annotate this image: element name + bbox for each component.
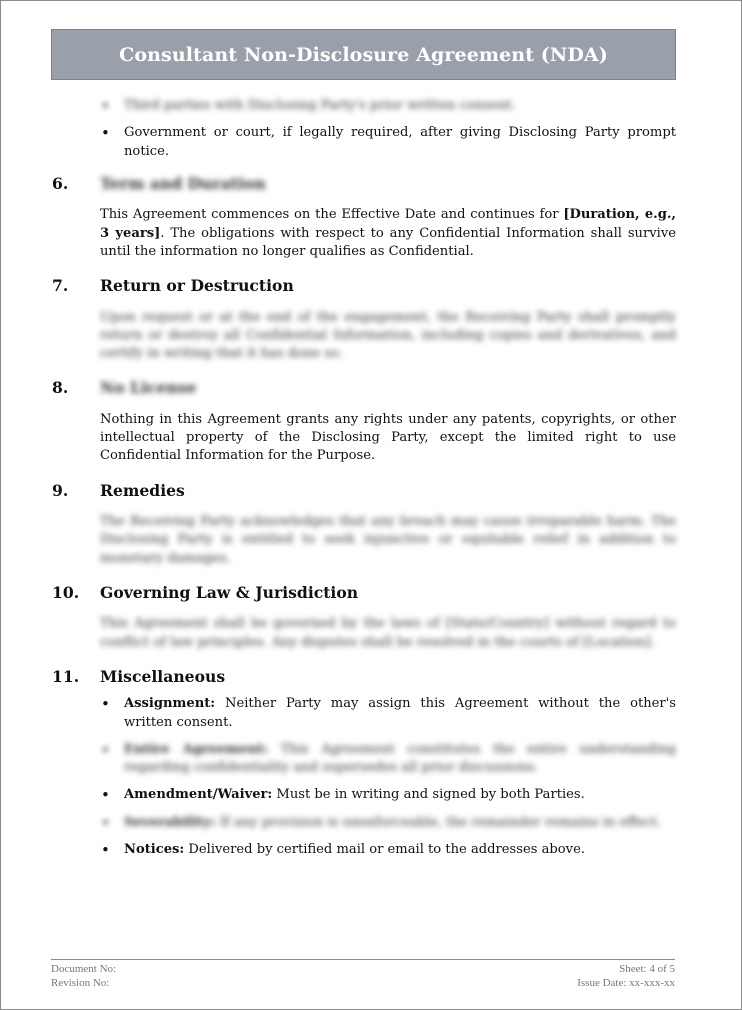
item-label: Entire Agreement:	[124, 741, 269, 757]
item-text: This Agreement constitutes the entire understanding regarding confidentiality and supersedes all prior discussions.	[124, 741, 676, 776]
title-banner	[51, 29, 676, 80]
section-number: 9.	[52, 480, 69, 500]
item-label: Severability:	[124, 814, 216, 830]
section-heading	[52, 482, 676, 500]
list-item	[100, 741, 676, 778]
item-label: Assignment:	[124, 696, 216, 712]
paragraph-placeholder: [Duration, e.g., 3 years]	[100, 207, 676, 241]
section-heading	[52, 277, 676, 295]
section-title: Miscellaneous	[100, 667, 226, 686]
section-title: Return or Destruction	[100, 276, 294, 296]
section-paragraph: Nothing in this Agreement grants any rights under any patents, copyrights, or other intellectual property of the Disclosing Party, except the limited right to use Confidential Information for the Purpose.	[100, 411, 676, 464]
section-heading	[52, 175, 676, 193]
item-label: Amendment/Waiver:	[124, 787, 273, 803]
list-item	[100, 814, 676, 832]
list-item	[100, 841, 676, 859]
paragraph-text: . The obligations with respect to any Confidential Information shall survive until the information no longer qualifies as Confidential.	[100, 225, 676, 259]
paragraph-text: This Agreement commences on the Effective Date and continues for	[100, 207, 564, 223]
section-number: 6.	[52, 173, 69, 193]
document-body	[52, 97, 676, 875]
section-number: 8.	[52, 378, 69, 398]
item-text: Neither Party may assign this Agreement without the other's written consent.	[124, 696, 676, 730]
miscellaneous-list	[100, 695, 676, 859]
document-title: Consultant Non-Disclosure Agreement (NDA)	[119, 43, 608, 66]
section-number: 7.	[52, 276, 69, 296]
section-number: 11.	[52, 667, 80, 686]
section-heading	[52, 379, 676, 397]
sheet-number: Sheet: 4 of 5	[619, 963, 675, 975]
section-paragraph: This Agreement shall be governed by the laws of [State/Country] without regard to conflict of law principles. Any disputes shall be resolved in the courts of [Location].	[100, 616, 676, 650]
section-title: Governing Law & Jurisdiction	[100, 583, 359, 603]
issue-date: Issue Date: xx-xxx-xx	[577, 977, 675, 989]
section-paragraph: The Receiving Party acknowledges that any breach may cause irreparable harm. The Disclosing Party is entitled to seek injunctive or equitable relief in addition to monetary damages.	[100, 514, 676, 566]
list-item	[100, 786, 676, 804]
section-title: Term and Duration	[100, 173, 266, 193]
section-title: Remedies	[100, 480, 185, 500]
section-title: No License	[100, 378, 197, 398]
item-text: If any provision is unenforceable, the remainder remains in effect.	[215, 814, 662, 830]
list-item: • Third parties with Disclosing Party's prior written consent.	[100, 97, 676, 115]
revision-number: Revision No:	[51, 977, 110, 989]
section-heading	[52, 584, 676, 602]
page-footer	[51, 959, 675, 990]
list-item	[100, 695, 676, 732]
section-heading	[52, 668, 676, 686]
section-number: 10.	[52, 583, 80, 603]
section-paragraph	[100, 206, 676, 261]
disclosure-exceptions-list	[100, 97, 676, 161]
item-label: Notices:	[124, 842, 185, 858]
item-text: Delivered by certified mail or email to the addresses above.	[184, 842, 585, 858]
list-item: • Government or court, if legally required, after giving Disclosing Party prompt notice.	[100, 124, 676, 161]
document-number: Document No:	[51, 963, 117, 975]
section-paragraph: Upon request or at the end of the engagement, the Receiving Party shall promptly return or destroy all Confidential Information, including copies and derivatives, and certify in writing that it has done so.	[100, 309, 676, 362]
item-text: Must be in writing and signed by both Parties.	[272, 787, 585, 803]
